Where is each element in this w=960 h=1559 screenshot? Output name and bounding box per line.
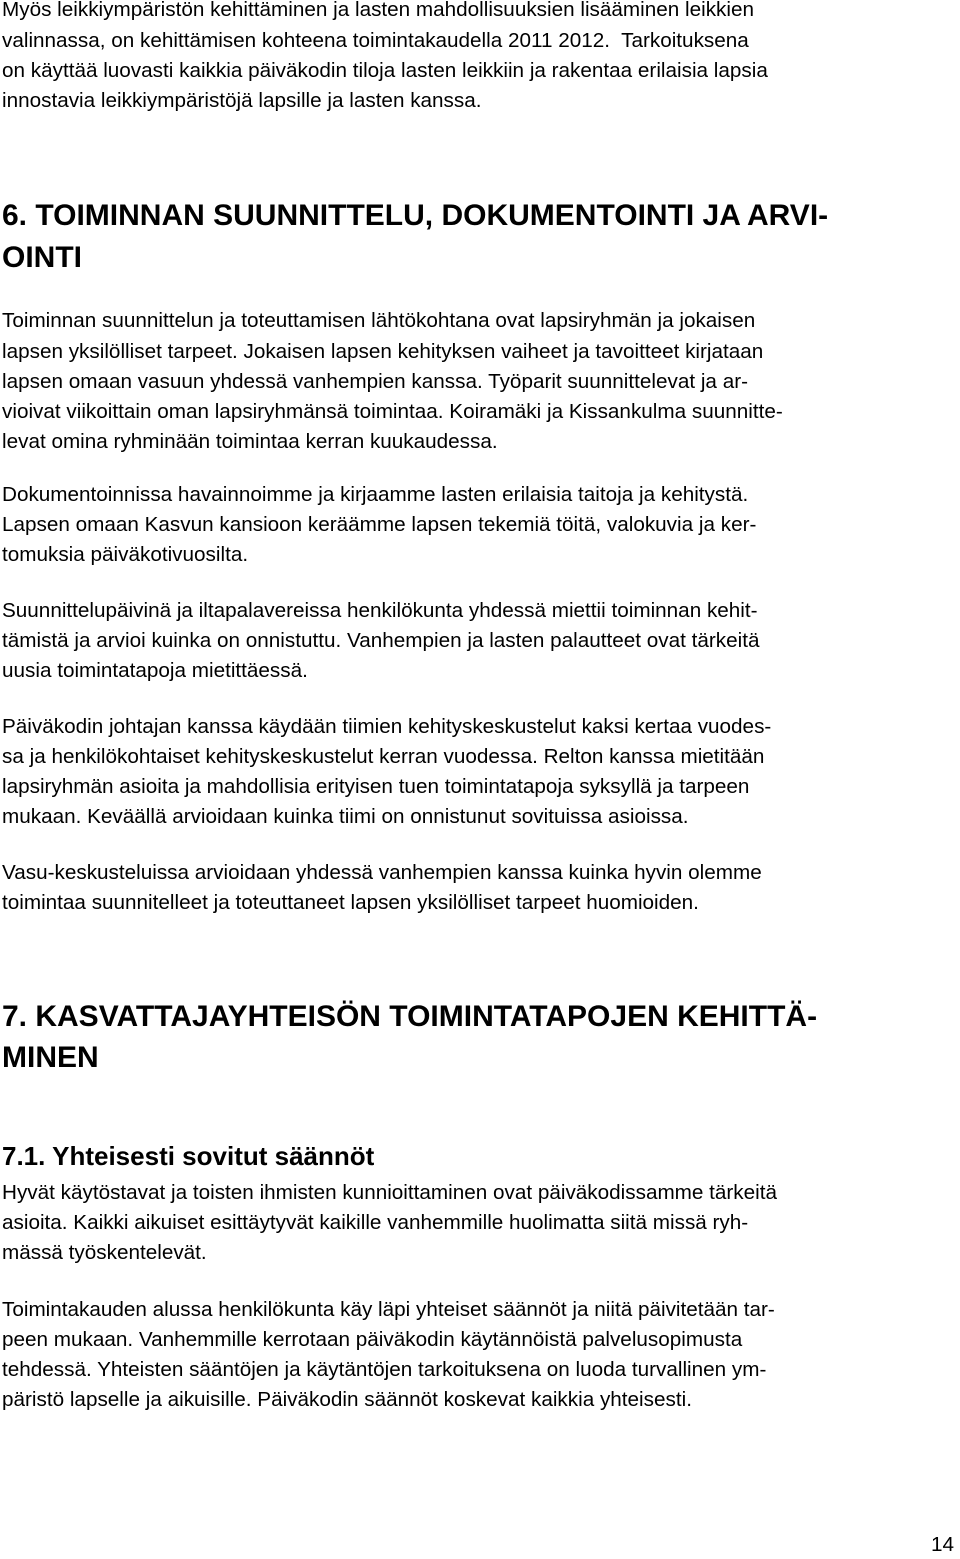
text-line: lapsiryhmän asioita ja mahdollisia erityisen tuen toimintatapoja syksyllä ja tarpeen — [2, 775, 750, 798]
text-line: Toiminnan suunnittelun ja toteuttamisen lähtökohtana ovat lapsiryhmän ja jokaisen — [2, 309, 756, 332]
text-line: tämistä ja arvioi kuinka on onnistuttu. Vanhempien ja lasten palautteet ovat tärkeitä — [2, 629, 760, 652]
text-line: valinnassa, on kehittämisen kohteena toimintakaudella 2011 2012. Tarkoituksena — [2, 29, 749, 52]
page-number: 14 — [930, 1533, 954, 1556]
subsection-7-1-heading: 7.1. Yhteisesti sovitut säännöt — [2, 1141, 375, 1171]
text-line: lapsen yksilölliset tarpeet. Jokaisen lapsen kehityksen vaiheet ja tavoitteet kirjataan — [2, 340, 764, 363]
text-line: mukaan. Keväällä arvioidaan kuinka tiimi on onnistunut sovituissa asioissa. — [2, 805, 689, 828]
text-line: lapsen omaan vasuun yhdessä vanhempien kanssa. Työparit suunnittelevat ja ar- — [2, 370, 748, 393]
text-line: päristö lapselle ja aikuisille. Päiväkodin säännöt koskevat kaikkia yhteisesti. — [2, 1388, 692, 1411]
heading-line: 7. KASVATTAJAYHTEISÖN TOIMINTATAPOJEN KEHITTÄ- — [2, 1000, 818, 1033]
text-line: sa ja henkilökohtaiset kehityskeskustelut kerran vuodessa. Relton kanssa mietitään — [2, 745, 765, 768]
text-line: vioivat viikoittain oman lapsiryhmänsä toimintaa. Koiramäki ja Kissankulma suunnitte- — [2, 400, 783, 423]
text-line: tomuksia päiväkotivuosilta. — [2, 543, 249, 566]
text-line: Päiväkodin johtajan kanssa käydään tiimien kehityskeskustelut kaksi kertaa vuodes- — [2, 715, 772, 738]
text-line: uusia toimintatapoja mietittäessä. — [2, 659, 308, 682]
text-line: Myös leikkiympäristön kehittäminen ja lasten mahdollisuuksien lisääminen leikkien — [2, 0, 754, 21]
text-line: asioita. Kaikki aikuiset esittäytyvät kaikille vanhemmille huolimatta siitä missä ryh- — [2, 1211, 749, 1234]
text-line: Lapsen omaan Kasvun kansioon keräämme lapsen tekemiä töitä, valokuvia ja ker- — [2, 513, 757, 536]
text-line: mässä työskentelevät. — [2, 1241, 207, 1264]
text-line: innostavia leikkiympäristöjä lapsille ja lasten kanssa. — [2, 89, 482, 112]
text-line: levat omina ryhminään toimintaa kerran kuukaudessa. — [2, 430, 498, 453]
heading-line: 6. TOIMINNAN SUUNNITTELU, DOKUMENTOINTI JA ARVI- — [2, 199, 829, 232]
text-line: tehdessä. Yhteisten sääntöjen ja käytäntöjen tarkoituksena on luoda turvallinen ym- — [2, 1358, 767, 1381]
heading-line: MINEN — [2, 1041, 99, 1074]
text-line: Vasu-keskusteluissa arvioidaan yhdessä vanhempien kanssa kuinka hyvin olemme — [2, 861, 762, 884]
text-line: Dokumentoinnissa havainnoimme ja kirjaamme lasten erilaisia taitoja ja kehitystä. — [2, 483, 749, 506]
text-line: Suunnittelupäivinä ja iltapalavereissa henkilökunta yhdessä miettii toiminnan kehit- — [2, 599, 758, 622]
text-line: Toimintakauden alussa henkilökunta käy läpi yhteiset säännöt ja niitä päivitetään tar- — [2, 1298, 775, 1321]
heading-line: OINTI — [2, 241, 82, 274]
text-line: toimintaa suunnitelleet ja toteuttaneet lapsen yksilölliset tarpeet huomioiden. — [2, 891, 699, 914]
text-line: on käyttää luovasti kaikkia päiväkodin tiloja lasten leikkiin ja rakentaa erilaisia lapsia — [2, 59, 768, 82]
text-line: Hyvät käytöstavat ja toisten ihmisten kunnioittaminen ovat päiväkodissamme tärkeitä — [2, 1181, 778, 1204]
text-line: peen mukaan. Vanhemmille kerrotaan päiväkodin käytännöistä palvelusopimusta — [2, 1328, 743, 1351]
